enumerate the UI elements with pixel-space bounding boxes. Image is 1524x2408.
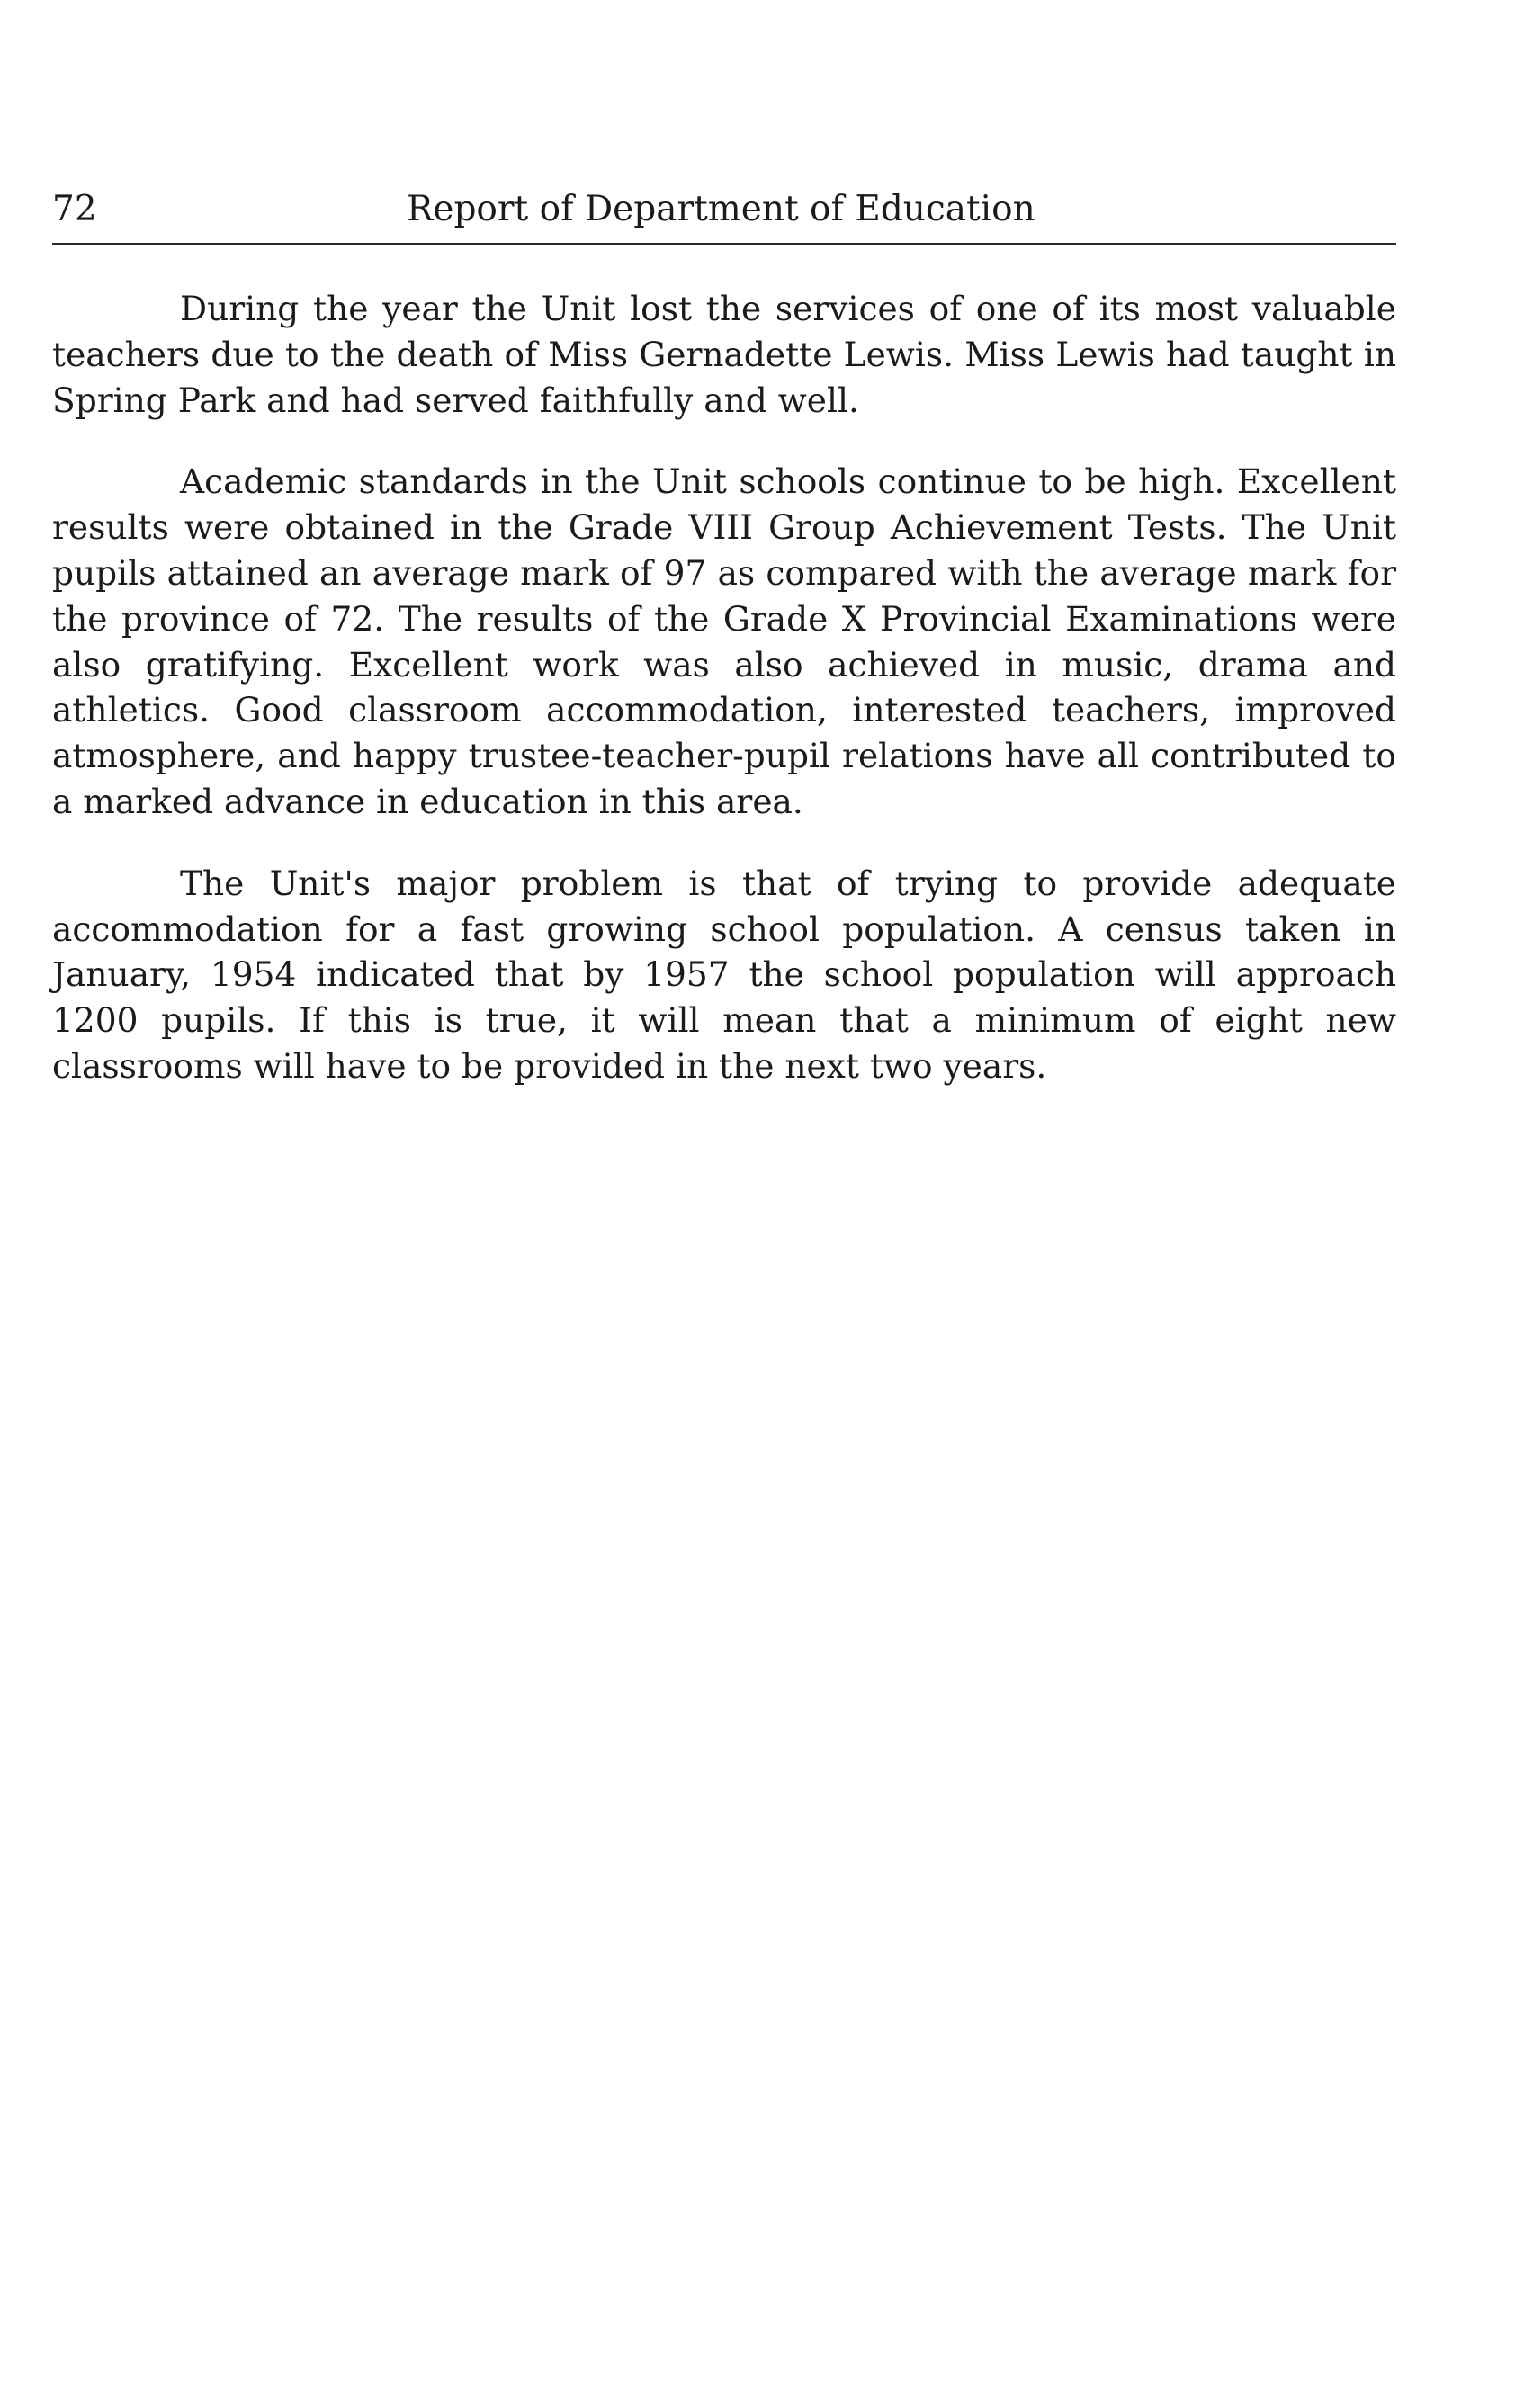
page-number: 72	[52, 189, 97, 229]
running-title: Report of Department of Education	[407, 189, 1035, 229]
header-rule	[52, 243, 1396, 245]
paragraph-staff-loss: During the year the Unit lost the services of one of its most valuable teachers due to the death of Miss Gernadette Lewis. Miss Lewis had taught in Spring Park and had served faithfully and well.	[52, 289, 1396, 420]
body-text	[52, 286, 1396, 1125]
paragraph-academic-standards: Academic standards in the Unit schools continue to be high. Excellent results were obtained in the Grade VIII Group Achievement Tests. The Unit pupils attained an average mark of 97 as compared with the average mark for the province of 72. The results of the Grade X Provincial Examinations were also gratifying. Excellent work was also achieved in music, drama and athletics. Good classroom accommodation, interested teachers, improved atmosphere, and happy trustee-teacher-pupil relations have all contributed to a marked advance in education in this area.	[52, 461, 1396, 821]
running-head	[52, 185, 1396, 234]
paragraph-accommodation-problem: The Unit's major problem is that of trying to provide adequate accommodation for a fast growing school population. A census taken in January, 1954 indicated that by 1957 the school population will approach 1200 pupils. If this is true, it will mean that a minimum of eight new classrooms will have to be provided in the next two years.	[52, 863, 1396, 1086]
